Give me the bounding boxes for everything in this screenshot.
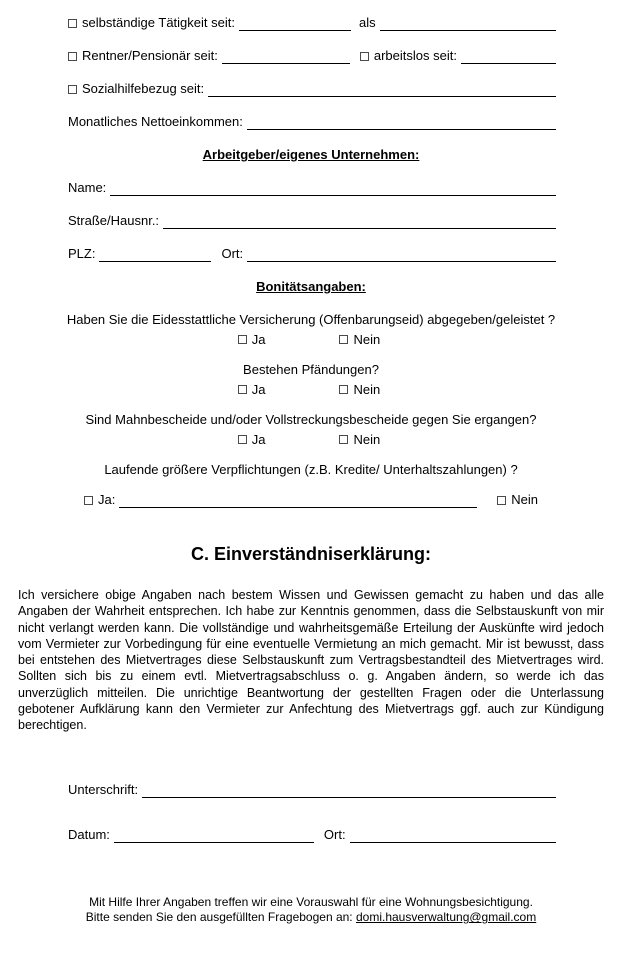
employer-plz-ort-row [68,245,556,262]
employer-ort-line[interactable] [247,248,556,262]
consent-text: Ich versichere obige Angaben nach bestem Wissen und Gewissen gemacht zu haben und das alle Angaben der Wahrheit entsprechen. Ich habe zur Kenntnis genommen, dass die Selbstauskunft von mir nicht verlangt werden kann. Die vollständige und wahrheitsgemäße Erteilung der Auskünfte wird jedoch vom Vermieter zur Vorbedingung für eine eventuelle Vermietung an mich gemacht. Mir ist bewusst, dass bei entstehen des Mietvertrages diese Selbstauskunft zum Vertragsbestandteil des Mietvertrages wird. Sollten sich bis zu einem evtl. Mietvertragsabschluss o. g. Angaben ändern, so werde ich das unverzüglich mitteilen. Die unrichtige Beantwortung der gestellten Fragen oder die Unterlassung gebotener Aufklärung kann den Vermieter zur Anfechtung des Mietvertrags ggf. auch zur Kündigung berechtigen. [18,588,604,732]
employer-heading: Arbeitgeber/eigenes Unternehmen: [202,147,420,162]
footer-line2 [0,910,622,925]
rentner-seit-line[interactable] [222,50,350,64]
unterschrift-row [68,781,556,798]
q4-nein-label: Nein [511,492,538,507]
employer-plz-line[interactable] [99,248,211,262]
q2-ja-checkbox[interactable] [238,385,247,394]
consent-section [0,587,622,733]
employment-section [0,0,622,130]
rentner-label: Rentner/Pensionär seit: [82,48,218,63]
employer-name-line[interactable] [110,182,556,196]
employer-ort-label: Ort: [221,246,244,261]
bonitaet-heading: Bonitätsangaben: [256,279,366,294]
rentner-checkbox[interactable] [68,52,77,61]
q1-answer-row [0,331,622,348]
q3-ja-label: Ja [251,432,266,447]
consent-heading: C. Einverständniserklärung: [190,544,432,564]
arbeitslos-seit-line[interactable] [461,50,556,64]
q4-answer-wrap [0,490,622,508]
q2-ja-label: Ja [251,382,266,397]
q2-nein-label: Nein [353,382,381,397]
datum-label: Datum: [68,827,110,843]
sozialhilfe-seit-line[interactable] [208,83,556,97]
sozialhilfe-checkbox[interactable] [68,85,77,94]
unterschrift-label: Unterschrift: [68,782,139,798]
q2-nein-checkbox[interactable] [339,385,348,394]
q4-verpflichtungen-line[interactable] [119,494,477,508]
arbeitslos-label: arbeitslos seit: [373,48,457,63]
datum-line[interactable] [114,829,314,843]
email-link[interactable]: domi.hausverwaltung@gmail.com [355,910,537,925]
selbstaendig-seit-line[interactable] [239,17,351,31]
employer-plz-label: PLZ: [68,246,96,261]
q4-ja-checkbox[interactable] [84,496,93,505]
q3-answer-row [0,431,622,448]
question-verpflichtungen: Laufende größere Verpflichtungen (z.B. Kredite/ Unterhaltszahlungen) ? [104,462,518,477]
employer-strasse-row [68,212,556,229]
datum-ort-line[interactable] [350,829,556,843]
q1-nein-label: Nein [353,332,381,347]
q2-answer-row [0,381,622,398]
nettoeinkommen-line[interactable] [247,116,556,130]
datum-ort-row [68,826,556,843]
employer-name-label: Name: [68,180,107,195]
q1-nein-checkbox[interactable] [339,335,348,344]
employer-section [0,179,622,262]
datum-ort-label: Ort: [323,827,346,843]
q1-ja-label: Ja [251,332,266,347]
footer-line2-prefix: Bitte senden Sie den ausgefüllten Fragebogen an: [85,910,356,925]
nettoeinkommen-label: Monatliches Nettoeinkommen: [68,114,243,129]
employer-name-row [68,179,556,196]
employer-strasse-label: Straße/Hausnr.: [68,213,160,228]
unterschrift-line[interactable] [142,784,556,798]
nettoeinkommen-row [68,113,556,130]
q4-ja-label: Ja: [98,492,116,507]
employer-strasse-line[interactable] [163,215,556,229]
rentner-arbeitslos-row [68,47,556,64]
signature-section [0,781,622,843]
q3-nein-label: Nein [353,432,381,447]
arbeitslos-checkbox[interactable] [360,52,369,61]
question-offenbarungseid: Haben Sie die Eidesstattliche Versicherung (Offenbarungseid) abgegeben/geleistet ? [66,312,556,327]
q3-ja-checkbox[interactable] [238,435,247,444]
sozialhilfe-label: Sozialhilfebezug seit: [82,81,205,96]
footer-line1: Mit Hilfe Ihrer Angaben treffen wir eine Vorauswahl für eine Wohnungsbesichtigung. [89,895,533,910]
q3-nein-checkbox[interactable] [339,435,348,444]
selbstaendig-row [68,14,556,31]
selbstaendig-checkbox[interactable] [68,19,77,28]
q4-nein-checkbox[interactable] [497,496,506,505]
question-pfaendungen: Bestehen Pfändungen? [243,362,379,377]
als-label: als [358,15,376,30]
sozialhilfe-row [68,80,556,97]
footer [0,895,622,925]
question-mahnbescheide: Sind Mahnbescheide und/oder Vollstreckungsbescheide gegen Sie ergangen? [85,412,537,427]
als-line[interactable] [380,17,556,31]
bonitaet-section [0,311,622,508]
q1-ja-checkbox[interactable] [238,335,247,344]
q4-answer-row [68,490,556,508]
selbstaendig-label: selbständige Tätigkeit seit: [82,15,235,30]
